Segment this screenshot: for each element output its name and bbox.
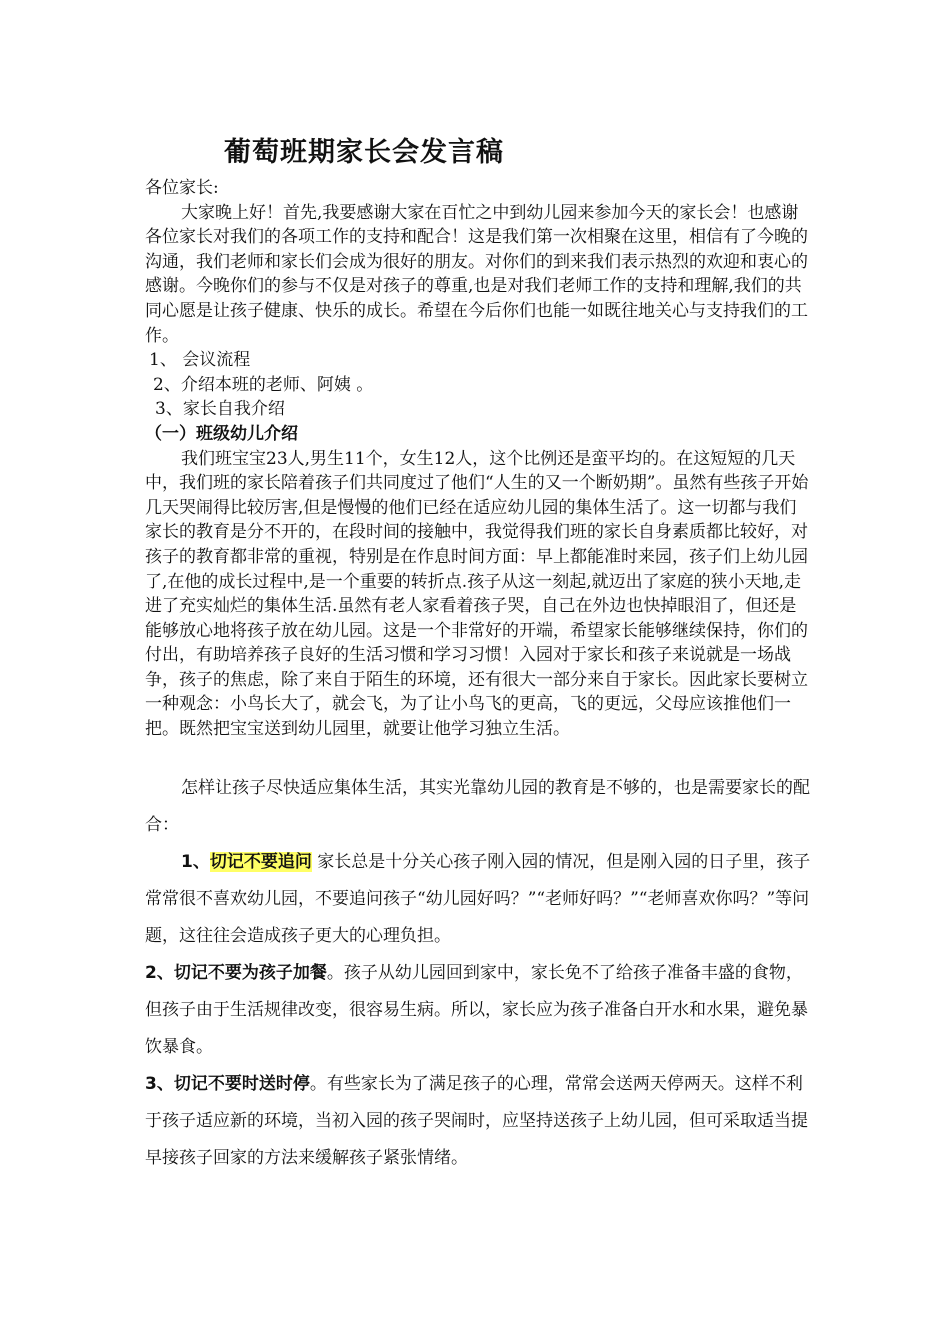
tip-1-text: 家长总是十分关心孩子刚入园的情况，但是刚入园的日子里，孩子常常很不喜欢幼儿园，不要追问孩子“幼儿园好吗？”“老师好吗？”“老师喜欢你吗？”等问题，这往往会造成孩子更大的心理负担。: [145, 852, 811, 946]
adapt-intro-paragraph: 怎样让孩子尽快适应集体生活，其实光靠幼儿园的教育是不够的，也是需要家长的配合：: [145, 778, 810, 835]
document-body-lower: [145, 770, 813, 1177]
tip-2: [145, 955, 813, 1066]
tip-2-bold: 切记不要为孩子加餐: [173, 963, 327, 983]
intro-paragraph: 大家晚上好！首先,我要感谢大家在百忙之中到幼儿园来参加今天的家长会！也感谢各位家长对我们的各项工作的支持和配合！这是我们第一次相聚在这里，相信有了今晚的沟通，我们老师和家长们会成为很好的朋友。对你们的到来我们表示热烈的欢迎和衷心的感谢。今晚你们的参与不仅是对孩子的尊重,也是对我们老师工作的支持和理解,我们的共同心愿是让孩子健康、快乐的成长。希望在今后你们也能一如既往地关心与支持我们的工作。: [145, 202, 808, 346]
tip-3-text: 。有些家长为了满足孩子的心理，常常会送两天停两天。这样不利于孩子适应新的环境，当初入园的孩子哭闹时，应坚持送孩子上幼儿园，但可采取适当提早接孩子回家的方法来缓解孩子紧张情绪。: [145, 1074, 808, 1168]
agenda-item-1: 1、 会议流程: [149, 350, 251, 371]
tip-2-text: 。孩子从幼儿园回到家中，家长免不了给孩子准备丰盛的食物，但孩子由于生活规律改变，很容易生病。所以，家长应为孩子准备白开水和水果，避免暴饮暴食。: [145, 963, 808, 1057]
tip-1: [145, 844, 813, 955]
agenda-item-3: 3、家长自我介绍: [155, 399, 285, 420]
class-intro-paragraph: 我们班宝宝23人,男生11个，女生12人，这个比例还是蛮平均的。在这短短的几天中，我们班的家长陪着孩子们共同度过了他们“人生的又一个断奶期”。虽然有些孩子开始几天哭闹得比较厉害,但是慢慢的他们已经在适应幼儿园的集体生活了。这一切都与我们家长的教育是分不开的，在段时间的接触中，我觉得我们班的家长自身素质都比较好，对孩子的教育都非常的重视，特别是在作息时间方面：早上都能准时来园，孩子们上幼儿园了,在他的成长过程中,是一个重要的转折点.孩子从这一刻起,就迈出了家庭的狭小天地,走进了充实灿烂的集体生活.虽然有老人家看着孩子哭，自己在外边也快掉眼泪了，但还是能够放心地将孩子放在幼儿园。这是一个非常好的开端，希望家长能够继续保持，你们的付出，有助培养孩子良好的生活习惯和学习习惯！入园对于家长和孩子来说就是一场战争，孩子的焦虑，除了来自于陌生的环境，还有很大一部分来自于家长。因此家长要树立一种观念：小鸟长大了，就会飞，为了让小鸟飞的更高，飞的更远，父母应该推他们一把。既然把宝宝送到幼儿园里，就要让他学习独立生活。: [145, 448, 809, 740]
tip-1-highlight: 切记不要追问: [209, 852, 312, 872]
tip-3-bold: 切记不要时送时停: [173, 1074, 310, 1094]
section-heading: （一）班级幼儿介绍: [145, 423, 298, 444]
document-body-upper: [145, 176, 813, 742]
greeting: 各位家长:: [145, 178, 219, 198]
tip-3-number: 3、: [145, 1074, 174, 1094]
tip-1-number: 1、: [181, 852, 210, 872]
tip-2-number: 2、: [145, 963, 174, 983]
document-title: 葡萄班期家长会发言稿: [224, 137, 504, 168]
agenda-item-2: 2、介绍本班的老师、阿姨 。: [153, 374, 374, 395]
tip-3: [145, 1066, 813, 1177]
